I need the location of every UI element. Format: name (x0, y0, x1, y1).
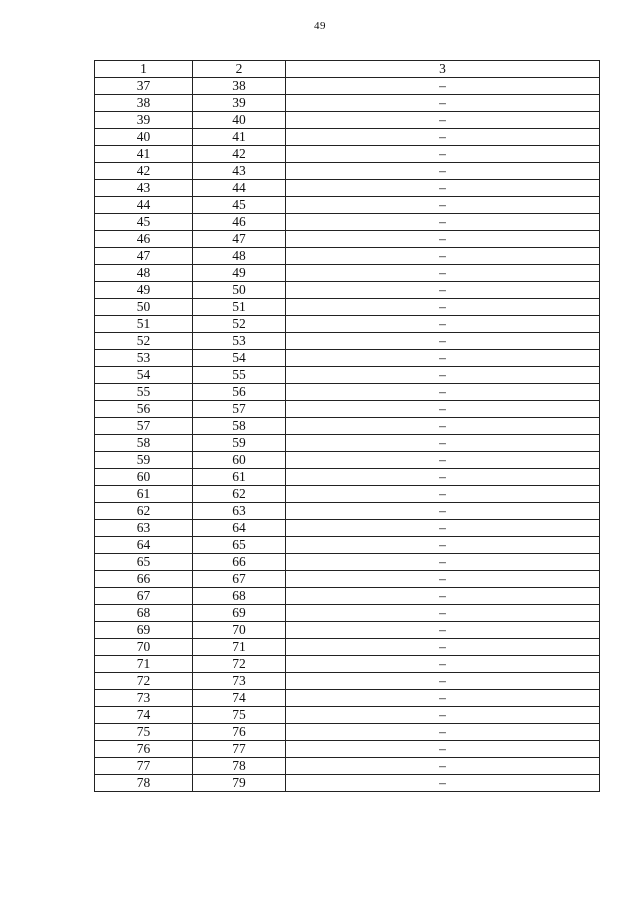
table-cell: – (286, 724, 600, 741)
table-cell: 64 (95, 537, 193, 554)
table-cell: – (286, 775, 600, 792)
table-row (95, 248, 600, 265)
table-row (95, 656, 600, 673)
table-cell: 47 (95, 248, 193, 265)
table-cell: – (286, 146, 600, 163)
table-cell: 38 (95, 95, 193, 112)
table-row (95, 622, 600, 639)
table-row (95, 673, 600, 690)
table-cell: 62 (193, 486, 286, 503)
table-cell: 38 (193, 78, 286, 95)
table-cell: – (286, 163, 600, 180)
table-cell: 55 (95, 384, 193, 401)
table-row (95, 452, 600, 469)
table-row (95, 265, 600, 282)
table-cell: – (286, 673, 600, 690)
table-row (95, 95, 600, 112)
table-row (95, 333, 600, 350)
table-cell: – (286, 605, 600, 622)
table-cell: 72 (95, 673, 193, 690)
table-cell: 61 (193, 469, 286, 486)
table-cell: 51 (95, 316, 193, 333)
table-cell: 67 (95, 588, 193, 605)
table-cell: 44 (193, 180, 286, 197)
table-row (95, 231, 600, 248)
table-cell: – (286, 435, 600, 452)
table-cell: 64 (193, 520, 286, 537)
table-cell: 74 (193, 690, 286, 707)
table-cell: 75 (193, 707, 286, 724)
table-cell: 44 (95, 197, 193, 214)
table-cell: – (286, 112, 600, 129)
table-cell: 69 (95, 622, 193, 639)
table-cell: 57 (95, 418, 193, 435)
table-cell: 52 (193, 316, 286, 333)
table-row (95, 758, 600, 775)
table-cell: – (286, 758, 600, 775)
table-cell: – (286, 316, 600, 333)
table-row (95, 707, 600, 724)
data-table (94, 60, 600, 792)
table-cell: 48 (193, 248, 286, 265)
table-row (95, 112, 600, 129)
table-cell: 59 (193, 435, 286, 452)
table-cell: – (286, 384, 600, 401)
table-cell: 71 (95, 656, 193, 673)
table-cell: 75 (95, 724, 193, 741)
table-cell: – (286, 503, 600, 520)
table-cell: 59 (95, 452, 193, 469)
table-cell: 57 (193, 401, 286, 418)
table-row (95, 367, 600, 384)
table-cell: 40 (95, 129, 193, 146)
table-cell: 67 (193, 571, 286, 588)
table-cell: 43 (193, 163, 286, 180)
table-cell: 39 (193, 95, 286, 112)
table-row (95, 605, 600, 622)
table-cell: 41 (95, 146, 193, 163)
table-cell: 60 (95, 469, 193, 486)
table-cell: – (286, 367, 600, 384)
table-row (95, 299, 600, 316)
table-row (95, 197, 600, 214)
table-cell: 71 (193, 639, 286, 656)
table-row (95, 554, 600, 571)
table-cell: – (286, 469, 600, 486)
table-row (95, 741, 600, 758)
table-cell: 46 (95, 231, 193, 248)
table-cell: 70 (95, 639, 193, 656)
table-cell: – (286, 639, 600, 656)
table-cell: – (286, 418, 600, 435)
column-header: 1 (95, 61, 193, 78)
table-row (95, 384, 600, 401)
table-row (95, 435, 600, 452)
table-row (95, 537, 600, 554)
table-cell: – (286, 197, 600, 214)
table-cell: – (286, 741, 600, 758)
table-cell: 55 (193, 367, 286, 384)
table-cell: – (286, 622, 600, 639)
table-cell: 78 (95, 775, 193, 792)
table-row (95, 180, 600, 197)
table-cell: 56 (95, 401, 193, 418)
table-cell: – (286, 588, 600, 605)
table-row (95, 418, 600, 435)
table-cell: – (286, 78, 600, 95)
table-cell: 41 (193, 129, 286, 146)
table-cell: 39 (95, 112, 193, 129)
table-cell: 79 (193, 775, 286, 792)
table-cell: 73 (193, 673, 286, 690)
table-cell: 70 (193, 622, 286, 639)
table-row (95, 724, 600, 741)
table-cell: – (286, 180, 600, 197)
table-cell: – (286, 707, 600, 724)
table-cell: 60 (193, 452, 286, 469)
table-cell: – (286, 520, 600, 537)
table-row (95, 78, 600, 95)
table-cell: 63 (193, 503, 286, 520)
table-cell: – (286, 129, 600, 146)
table-cell: – (286, 350, 600, 367)
table-cell: 56 (193, 384, 286, 401)
table-cell: – (286, 486, 600, 503)
table-cell: 69 (193, 605, 286, 622)
table-cell: 49 (193, 265, 286, 282)
table-cell: 76 (95, 741, 193, 758)
table-cell: 46 (193, 214, 286, 231)
table-cell: 58 (193, 418, 286, 435)
table-row (95, 401, 600, 418)
table-cell: 51 (193, 299, 286, 316)
table-cell: – (286, 95, 600, 112)
table-cell: 73 (95, 690, 193, 707)
table-cell: 72 (193, 656, 286, 673)
table-cell: 53 (193, 333, 286, 350)
table-row (95, 775, 600, 792)
table-cell: 74 (95, 707, 193, 724)
table-row (95, 316, 600, 333)
table-cell: 54 (193, 350, 286, 367)
table-cell: 66 (95, 571, 193, 588)
table-cell: – (286, 401, 600, 418)
table-cell: – (286, 333, 600, 350)
table-cell: – (286, 537, 600, 554)
table-cell: 49 (95, 282, 193, 299)
table-cell: – (286, 299, 600, 316)
table-cell: – (286, 214, 600, 231)
table-row (95, 571, 600, 588)
table-row (95, 588, 600, 605)
table-cell: 77 (193, 741, 286, 758)
table-cell: 52 (95, 333, 193, 350)
table-cell: – (286, 690, 600, 707)
table-cell: 78 (193, 758, 286, 775)
table-cell: 76 (193, 724, 286, 741)
table-cell: 58 (95, 435, 193, 452)
table-body (95, 61, 600, 792)
table-cell: – (286, 231, 600, 248)
table-cell: 37 (95, 78, 193, 95)
table-row (95, 639, 600, 656)
table-cell: – (286, 282, 600, 299)
table-row (95, 163, 600, 180)
column-header: 2 (193, 61, 286, 78)
table-cell: 50 (95, 299, 193, 316)
table-row (95, 486, 600, 503)
table-cell: 68 (95, 605, 193, 622)
table-cell: 68 (193, 588, 286, 605)
table-cell: 42 (193, 146, 286, 163)
table-row (95, 690, 600, 707)
table-cell: 65 (193, 537, 286, 554)
table-cell: – (286, 571, 600, 588)
table-cell: 77 (95, 758, 193, 775)
table-cell: 61 (95, 486, 193, 503)
table-cell: 62 (95, 503, 193, 520)
table-cell: 47 (193, 231, 286, 248)
table-cell: 63 (95, 520, 193, 537)
table-cell: 42 (95, 163, 193, 180)
page-number: 49 (314, 20, 326, 32)
table-cell: 50 (193, 282, 286, 299)
table-row (95, 282, 600, 299)
table-header-row (95, 61, 600, 78)
table-cell: 43 (95, 180, 193, 197)
table-row (95, 503, 600, 520)
table-cell: – (286, 452, 600, 469)
table-cell: – (286, 656, 600, 673)
table-row (95, 146, 600, 163)
table-row (95, 350, 600, 367)
table-cell: 45 (95, 214, 193, 231)
table-row (95, 520, 600, 537)
table-cell: – (286, 554, 600, 571)
table-cell: 45 (193, 197, 286, 214)
table-cell: 53 (95, 350, 193, 367)
table-cell: – (286, 248, 600, 265)
table-cell: 66 (193, 554, 286, 571)
table-row (95, 469, 600, 486)
table-cell: – (286, 265, 600, 282)
table-row (95, 214, 600, 231)
table-cell: 40 (193, 112, 286, 129)
column-header: 3 (286, 61, 600, 78)
table-cell: 54 (95, 367, 193, 384)
table-row (95, 129, 600, 146)
table-cell: 65 (95, 554, 193, 571)
table-cell: 48 (95, 265, 193, 282)
